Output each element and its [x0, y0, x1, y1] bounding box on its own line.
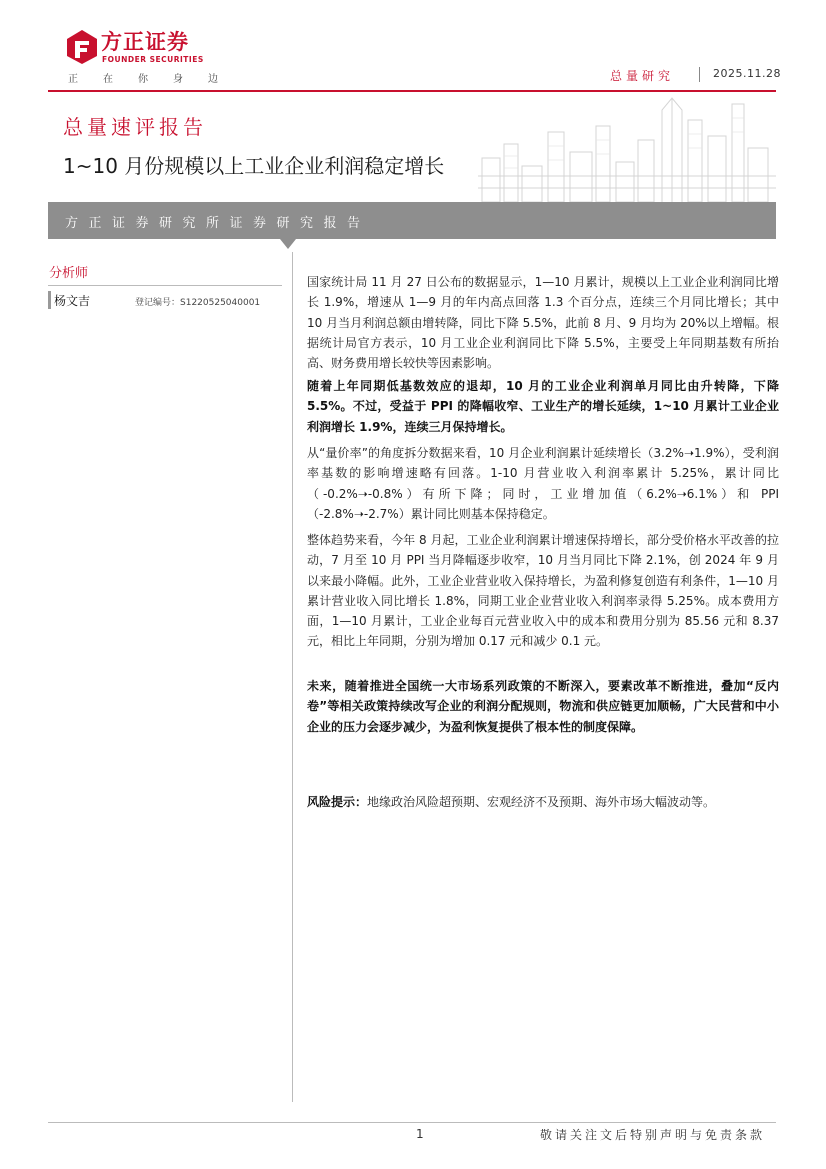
- analyst-accent-bar: [48, 291, 51, 309]
- report-category: 总量研究: [610, 69, 675, 83]
- risk-warning-label: 风险提示：: [307, 795, 368, 809]
- analyst-registration: 登记编号：S1220525040001: [135, 298, 261, 308]
- body-paragraph-5-highlight: 未来，随着推进全国统一大市场系列政策的不断深入，要素改革不断推进，叠加“反内卷”等相关政策持续改写企业的利润分配规则，物流和供应链更加顺畅，广大民营和中小企业的压力会逐步减少，为盈利恢复提供了根本性的制度保障。: [307, 679, 779, 734]
- page-number: 1: [416, 1127, 424, 1141]
- report-title: 1~10 月份规模以上工业企业利润稳定增长: [63, 154, 445, 178]
- body-paragraph-3: 从“量价率”的角度拆分数据来看，10 月企业利润累计延续增长（3.2%➝1.9%），受利润率基数的影响增速略有回落。1-10 月营业收入利润率累计 5.25%，累计同比（-0.2%➝-0.8%）有所下降；同时，工业增加值（6.2%➝6.1%）和 PPI（-2.8%➝-2.7%）累计同比则基本保持稳定。: [307, 446, 779, 521]
- analyst-name: 杨文吉: [54, 294, 91, 308]
- risk-warning-text: 地缘政治风险超预期、宏观经济不及预期、海外市场大幅波动等。: [367, 795, 716, 809]
- risk-warning: [307, 792, 779, 812]
- report-type: 总量速评报告: [63, 115, 207, 139]
- body-paragraph-2-highlight: 随着上年同期低基数效应的退却，10 月的工业企业利润单月同比由升转降，下降 5.5%。不过，受益于 PPI 的降幅收窄、工业生产的增长延续，1~10 月累计工业企业利润增长 1.9%，连续三月保持增长。: [307, 379, 779, 434]
- company-tagline: 正在你身边: [68, 74, 243, 85]
- footer-rule: [48, 1122, 776, 1123]
- report-band-text: 方正证券研究所证券研究报告: [65, 216, 371, 231]
- founder-securities-logo: [66, 29, 204, 65]
- logo-chinese-name: 方正证券: [101, 30, 189, 54]
- logo-english-name: FOUNDER SECURITIES: [102, 55, 204, 64]
- analyst-rule: [48, 285, 282, 286]
- analyst-heading: 分析师: [49, 266, 89, 281]
- header-rule: [48, 90, 776, 92]
- report-date: 2025.11.28: [713, 67, 781, 80]
- founder-logo-icon: [66, 29, 98, 65]
- column-divider: [292, 252, 293, 1102]
- body-paragraph-1: 国家统计局 11 月 27 日公布的数据显示，1—10 月累计，规模以上工业企业利润同比增长 1.9%，增速从 1—9 月的年内高点回落 1.3 个百分点，连续三个月同比增长；其中 10 月当月利润总额由增转降，同比下降 5.5%，此前 8 月、9 月均为 20%以上增幅。根据统计局官方表示，10 月工业企业利润同比下降 5.5%，主要受上年同期基数有所抬高、财务费用增长较快等因素影响。: [307, 275, 779, 371]
- city-skyline-illustration: [478, 96, 776, 202]
- header-separator: [699, 67, 700, 82]
- footer-disclaimer: 敬请关注文后特别声明与免责条款: [540, 1128, 766, 1142]
- band-notch-decoration: [280, 239, 296, 249]
- body-paragraph-4: 整体趋势来看，今年 8 月起，工业企业利润累计增速保持增长，部分受价格水平改善的拉动，7 月至 10 月 PPI 当月降幅逐步收窄，10 月当月同比下降 2.1%，创 2024 年 9 月以来最小降幅。此外，工业企业营业收入保持增长，为盈利修复创造有利条件，1—10 月累计营业收入同比增长 1.8%，同期工业企业营业收入利润率录得 5.25%。成本费用方面，1—10 月累计，工业企业每百元营业收入中的成本和费用分别为 85.56 元和 8.37 元，相比上年同期，分别为增加 0.17 元和减少 0.1 元。: [307, 533, 779, 649]
